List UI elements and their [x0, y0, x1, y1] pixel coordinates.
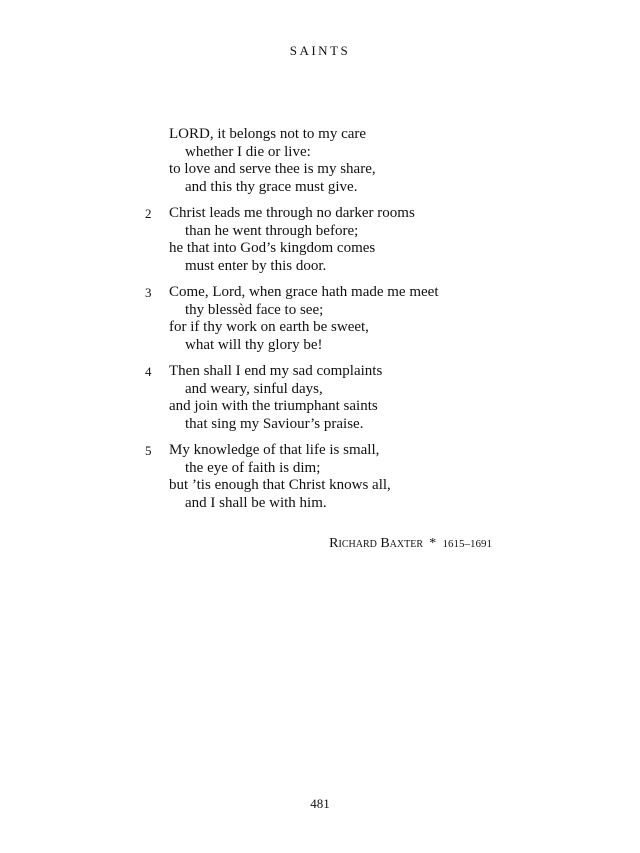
verse-line: whether I die or live:	[185, 143, 311, 160]
verse-line: Come, Lord, when grace hath made me meet	[169, 284, 439, 300]
page-header: SAINTS	[289, 43, 351, 58]
verse-line: and weary, sinful days,	[185, 380, 323, 397]
verse-line: he that into God’s kingdom comes	[169, 240, 376, 256]
verse-line: thy blessèd face to see;	[185, 301, 324, 318]
author-dates: 1615–1691	[442, 538, 492, 550]
verse-line: to love and serve thee is my share,	[169, 161, 376, 177]
verse-line: My knowledge of that life is small,	[169, 442, 380, 458]
star-icon: *	[429, 536, 437, 551]
verse-line: must enter by this door.	[185, 257, 327, 274]
verse-line: and I shall be with him.	[185, 494, 327, 511]
verse-line: LORD, it belongs not to my care	[169, 126, 367, 142]
verse-3	[0, 284, 640, 354]
verse-line: Christ leads me through no darker rooms	[169, 205, 415, 221]
verse-number: 4	[145, 364, 152, 379]
verse-line: Then shall I end my sad complaints	[169, 363, 383, 379]
author-attribution	[329, 535, 492, 552]
verse-line: and join with the triumphant saints	[169, 398, 378, 414]
verse-4	[0, 363, 640, 433]
verse-line: the eye of faith is dim;	[185, 459, 321, 476]
verse-5	[0, 442, 640, 512]
verse-number: 3	[145, 285, 152, 300]
verse-line: for if thy work on earth be sweet,	[169, 319, 369, 335]
verse-number: 2	[145, 206, 152, 221]
verse-line: than he went through before;	[185, 222, 359, 239]
verse-line: what will thy glory be!	[185, 336, 323, 353]
verse-line: but ’tis enough that Christ knows all,	[169, 477, 391, 493]
verse-number: 5	[145, 443, 152, 458]
author-name: Richard Baxter	[329, 536, 423, 551]
verse-line: that sing my Saviour’s praise.	[185, 415, 364, 432]
verse-line: and this thy grace must give.	[185, 178, 358, 195]
page-number: 481	[310, 796, 330, 811]
verse-2	[0, 205, 640, 275]
hymn-text	[0, 126, 640, 521]
verse-1	[0, 126, 640, 196]
